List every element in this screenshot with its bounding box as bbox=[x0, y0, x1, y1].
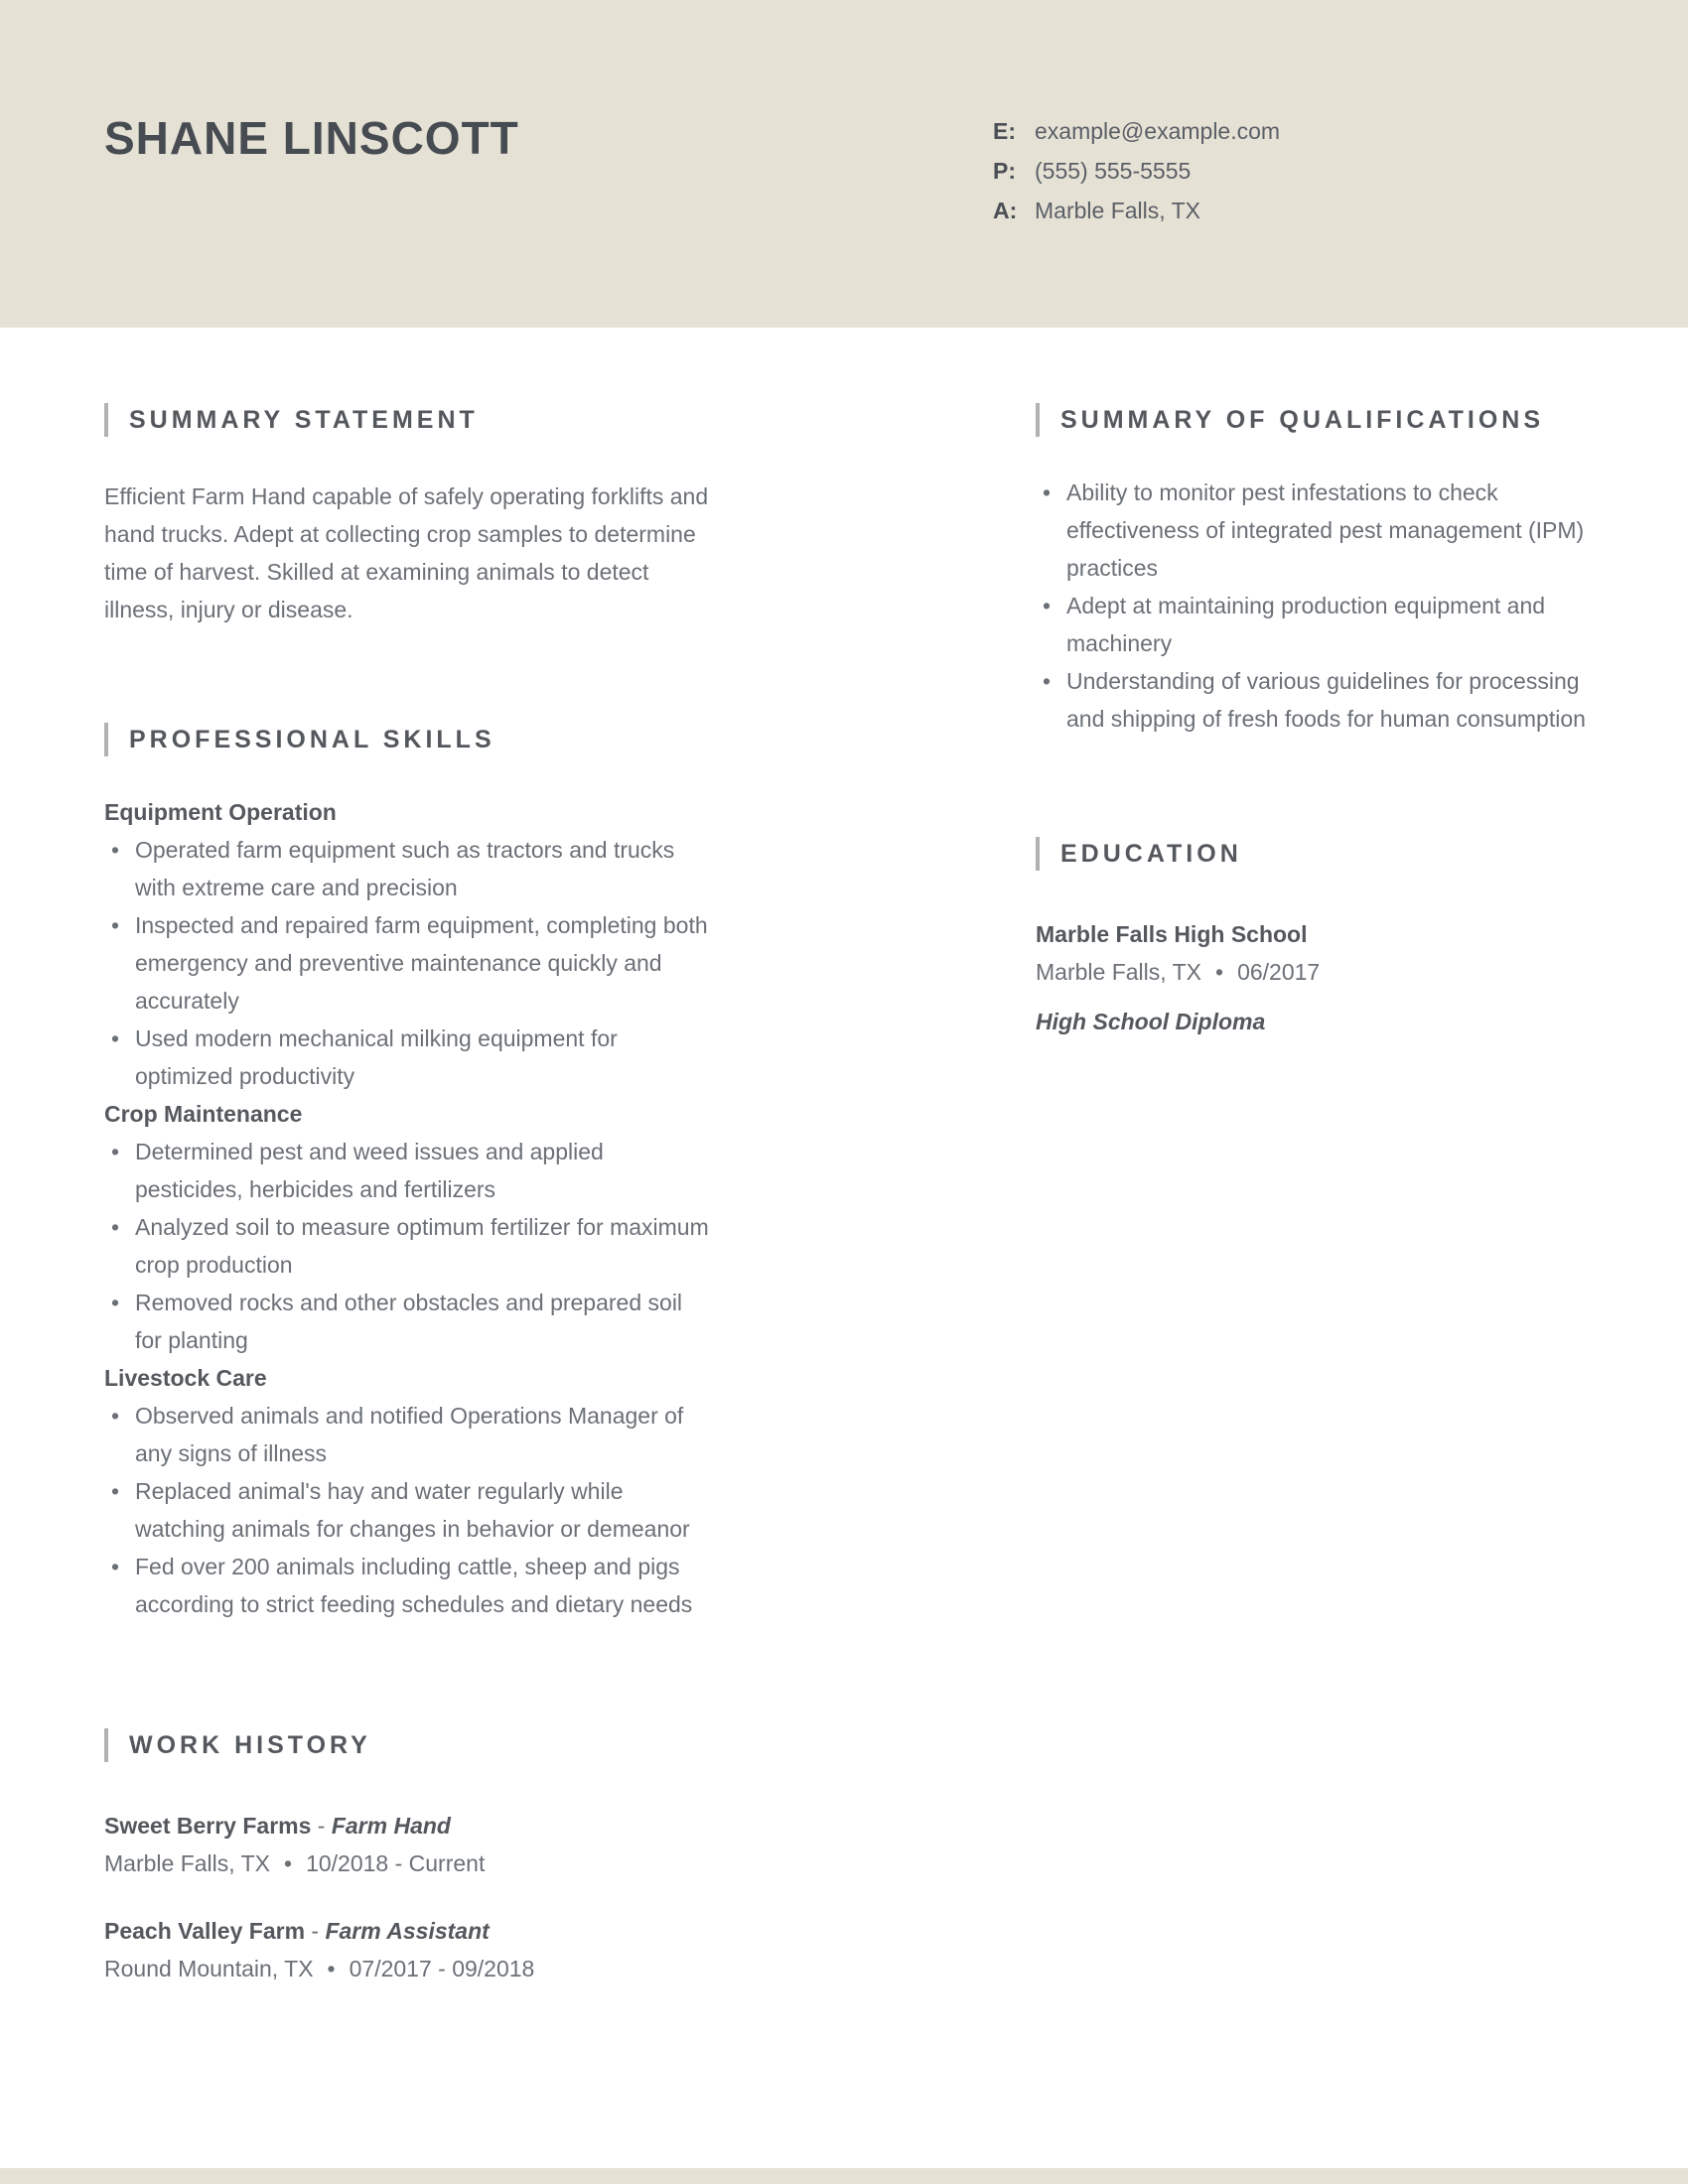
school-location: Marble Falls, TX bbox=[1036, 959, 1202, 985]
skill-bullet bbox=[104, 1208, 712, 1284]
job-meta-line bbox=[104, 1844, 712, 1882]
job-separator: - bbox=[311, 1918, 320, 1944]
skill-bullet bbox=[104, 1020, 712, 1095]
bullet-dot: • bbox=[111, 912, 120, 938]
contact-phone-row bbox=[993, 151, 1589, 191]
bullet-dot: • bbox=[111, 1290, 120, 1315]
left-column bbox=[104, 402, 712, 2168]
person-name: SHANE LINSCOTT bbox=[104, 112, 519, 164]
work-history-heading bbox=[104, 1727, 712, 1763]
skill-bullet bbox=[104, 1472, 712, 1548]
job-separator: - bbox=[317, 1813, 326, 1839]
qualification-bullet-text: Ability to monitor pest infestations to check effectiveness of integrated pest management (IPM) practices bbox=[1066, 479, 1585, 581]
bullet-dot: • bbox=[111, 1214, 120, 1240]
accent-bar bbox=[104, 723, 108, 756]
graduation-date: 06/2017 bbox=[1237, 959, 1321, 985]
qualification-bullet bbox=[1036, 587, 1589, 662]
degree-name: High School Diploma bbox=[1036, 1009, 1266, 1034]
skill-group-title: Equipment Operation bbox=[104, 799, 337, 825]
summary-paragraph: Efficient Farm Hand capable of safely operating forklifts and hand trucks. Adept at collecting crop samples to determine time of harvest. Skilled at examining animals to detect illness, injury or disease. bbox=[104, 483, 709, 622]
job-title: Farm Assistant bbox=[325, 1918, 490, 1944]
accent-bar bbox=[1036, 403, 1040, 437]
job-title: Farm Hand bbox=[331, 1813, 451, 1839]
skill-bullet-list bbox=[104, 1397, 712, 1623]
qualifications-block bbox=[1036, 474, 1589, 738]
education-meta-line bbox=[1036, 953, 1589, 991]
job-entry bbox=[104, 1912, 712, 1987]
work-history-heading-label: WORK HISTORY bbox=[129, 1731, 371, 1759]
accent-bar bbox=[104, 403, 108, 437]
skills-block bbox=[104, 793, 712, 1623]
bullet-dot: • bbox=[1043, 668, 1052, 694]
meta-dot: • bbox=[327, 1956, 336, 1981]
job-title-line bbox=[104, 1912, 712, 1950]
professional-skills-heading bbox=[104, 722, 712, 757]
contact-email-row bbox=[993, 111, 1589, 151]
qualifications-heading bbox=[1036, 402, 1589, 438]
footer-band bbox=[0, 2168, 1688, 2184]
qualification-bullet-text: Understanding of various guidelines for processing and shipping of fresh foods for human consumption bbox=[1066, 668, 1586, 732]
accent-bar bbox=[104, 1728, 108, 1762]
skill-bullet-list bbox=[104, 831, 712, 1095]
skill-group-title: Livestock Care bbox=[104, 1365, 267, 1391]
contact-address-row bbox=[993, 191, 1589, 230]
school-name: Marble Falls High School bbox=[1036, 921, 1308, 947]
contact-block bbox=[993, 0, 1589, 328]
skill-bullet-text: Determined pest and weed issues and applied pesticides, herbicides and fertilizers bbox=[135, 1139, 604, 1202]
job-dates: 07/2017 - 09/2018 bbox=[349, 1956, 535, 1981]
phone-value: (555) 555-5555 bbox=[1035, 158, 1192, 184]
header-band bbox=[0, 0, 1688, 328]
skill-bullet-text: Replaced animal's hay and water regularly while watching animals for changes in behavior or demeanor bbox=[135, 1478, 690, 1542]
skill-bullet-text: Observed animals and notified Operations Manager of any signs of illness bbox=[135, 1403, 684, 1466]
skill-bullet bbox=[104, 1397, 712, 1472]
body-columns bbox=[0, 328, 1688, 2168]
qualifications-heading-label: SUMMARY OF QUALIFICATIONS bbox=[1060, 406, 1545, 434]
qualification-bullet-text: Adept at maintaining production equipment and machinery bbox=[1066, 593, 1546, 656]
bullet-dot: • bbox=[111, 837, 120, 863]
accent-bar bbox=[1036, 837, 1040, 871]
qualification-bullet bbox=[1036, 662, 1589, 738]
skill-bullet bbox=[104, 831, 712, 906]
skill-bullet-list bbox=[104, 1133, 712, 1359]
address-label: A: bbox=[993, 198, 1018, 223]
skill-group-title: Crop Maintenance bbox=[104, 1101, 303, 1127]
email-value: example@example.com bbox=[1035, 118, 1281, 144]
skill-bullet bbox=[104, 1548, 712, 1623]
skill-bullet-text: Removed rocks and other obstacles and prepared soil for planting bbox=[135, 1290, 683, 1353]
job-meta-line bbox=[104, 1950, 712, 1987]
skill-bullet-text: Operated farm equipment such as tractors and trucks with extreme care and precision bbox=[135, 837, 675, 900]
bullet-dot: • bbox=[111, 1478, 120, 1504]
job-title-line bbox=[104, 1807, 712, 1844]
bullet-dot: • bbox=[1043, 479, 1052, 505]
summary-statement-heading-label: SUMMARY STATEMENT bbox=[129, 406, 479, 434]
education-heading bbox=[1036, 836, 1589, 872]
phone-label: P: bbox=[993, 158, 1016, 184]
job-company: Sweet Berry Farms bbox=[104, 1813, 312, 1839]
skill-bullet-text: Inspected and repaired farm equipment, completing both emergency and preventive maintenance quickly and accurately bbox=[135, 912, 708, 1014]
summary-statement-heading bbox=[104, 402, 712, 438]
bullet-dot: • bbox=[1043, 593, 1052, 618]
meta-dot: • bbox=[1215, 959, 1224, 985]
professional-skills-heading-label: PROFESSIONAL SKILLS bbox=[129, 726, 495, 753]
skill-bullet bbox=[104, 1133, 712, 1208]
bullet-dot: • bbox=[111, 1025, 120, 1051]
bullet-dot: • bbox=[111, 1554, 120, 1579]
qualification-bullet bbox=[1036, 474, 1589, 587]
skill-bullet bbox=[104, 906, 712, 1020]
education-entry bbox=[1036, 915, 1589, 1040]
bullet-dot: • bbox=[111, 1139, 120, 1164]
skill-bullet-text: Used modern mechanical milking equipment for optimized productivity bbox=[135, 1025, 618, 1089]
job-location: Round Mountain, TX bbox=[104, 1956, 314, 1981]
meta-dot: • bbox=[284, 1850, 293, 1876]
address-value: Marble Falls, TX bbox=[1035, 198, 1201, 223]
email-label: E: bbox=[993, 118, 1016, 144]
bullet-dot: • bbox=[111, 1403, 120, 1429]
qualification-bullet-list bbox=[1036, 474, 1589, 738]
job-company: Peach Valley Farm bbox=[104, 1918, 306, 1944]
skill-bullet-text: Analyzed soil to measure optimum fertilizer for maximum crop production bbox=[135, 1214, 709, 1278]
job-location: Marble Falls, TX bbox=[104, 1850, 271, 1876]
right-column bbox=[1036, 402, 1589, 2168]
job-entry bbox=[104, 1807, 712, 1882]
skill-bullet bbox=[104, 1284, 712, 1359]
education-heading-label: EDUCATION bbox=[1060, 840, 1242, 868]
job-dates: 10/2018 - Current bbox=[306, 1850, 486, 1876]
skill-bullet-text: Fed over 200 animals including cattle, sheep and pigs according to strict feeding schedules and dietary needs bbox=[135, 1554, 693, 1617]
